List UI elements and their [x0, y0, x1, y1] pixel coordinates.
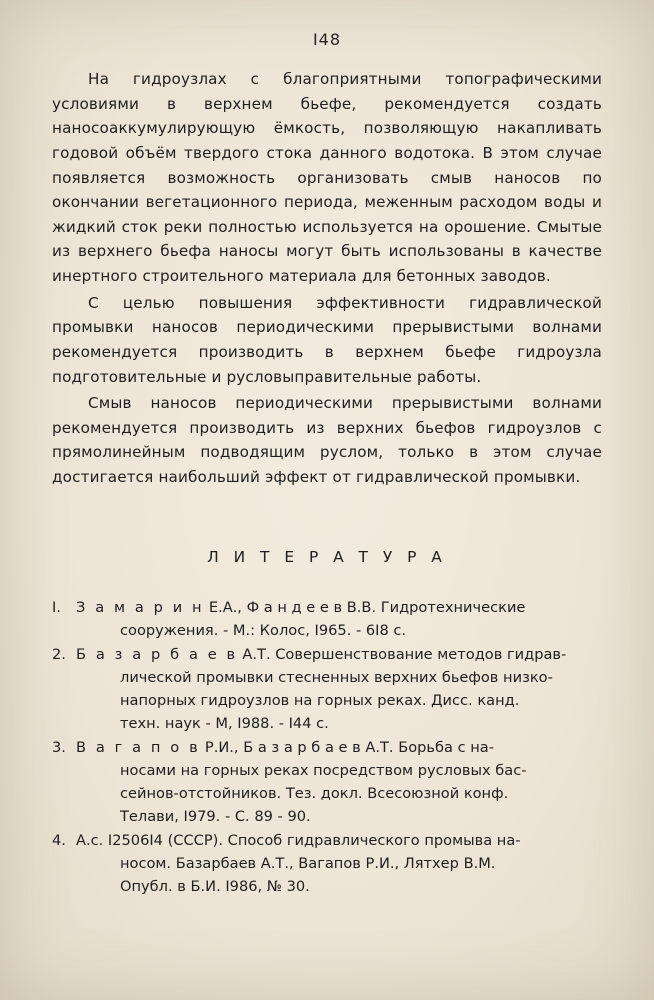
page-number: I48 — [312, 30, 342, 49]
reference-authors: Б а з а р б а е в — [76, 645, 238, 663]
body-text — [52, 67, 602, 490]
reference-text — [76, 736, 602, 828]
list-item — [52, 736, 602, 828]
reference-title: А.с. I2506I4 (СССР). Способ гидравлического промыва на- — [76, 832, 521, 850]
reference-line: носами на горных реках посредством русловых бас- — [120, 761, 527, 779]
list-item — [52, 829, 602, 898]
reference-authors: В а г а п о в — [76, 738, 201, 756]
reference-line: техн. наук - М, I988. - I44 с. — [120, 714, 329, 732]
reference-title: Е.А., Ф а н д е е в В.В. Гидротехнические — [208, 598, 526, 616]
literature-heading: Л И Т Е Р А Т У Р А — [207, 547, 447, 566]
reference-line: носом. Базарбаев А.Т., Вагапов Р.И., Лятхер В.М. — [120, 855, 496, 873]
reference-line: Опубл. в Б.И. I986, № 30. — [120, 878, 310, 896]
reference-text — [76, 829, 602, 898]
paragraph-3: Смыв наносов периодическими прерывистыми волнами рекомендуется производить из верхних бьефов гидроузлов с прямолинейным подводящим руслом, только в этом случае достигается наибольший эффект от гидравлической промывки. — [52, 394, 602, 486]
reference-number: I. — [52, 598, 61, 616]
list-item — [52, 596, 602, 642]
reference-number: 3. — [52, 738, 66, 756]
reference-text — [76, 596, 602, 642]
reference-title: Р.И., Б а з а р б а е в А.Т. Борьба с на- — [204, 738, 495, 756]
reference-line: напорных гидроузлов на горных реках. Дисс. канд. — [120, 691, 520, 709]
reference-line: лической промывки стесненных верхних бьефов низко- — [120, 668, 553, 686]
reference-number: 2. — [52, 645, 66, 663]
paragraph-2: С целью повышения эффективности гидравлической промывки наносов периодическими прерывистыми волнами рекомендуется производить в верхнем бьефе гидроузла подготовительные и русловыправительные работы. — [52, 293, 602, 386]
reference-title: А.Т. Совершенствование методов гидрав- — [242, 645, 567, 663]
reference-authors: З а м а р и н — [76, 598, 205, 616]
reference-line: Телави, I979. - С. 89 - 90. — [120, 808, 311, 826]
reference-number: 4. — [52, 832, 66, 850]
reference-line: сейнов-отстойников. Тез. докл. Всесоюзной конф. — [120, 785, 509, 802]
reference-line: сооружения. - М.: Колос, I965. - 6I8 с. — [120, 621, 407, 639]
list-item — [52, 643, 602, 735]
reference-text — [76, 643, 602, 735]
reference-list — [52, 596, 602, 899]
paragraph-1: На гидроузлах с благоприятными топографическими условиями в верхнем бьефе, рекомендуется создать наносоаккумулирующую ёмкость, позволяющую накапливать годовой объём твердого стока данного водотока. В этом случае появляется возможность организовать смыв наносов по окончании вегетационного периода, меженным расходом воды и жидкий сток реки полностью используется на орошение. Смытые из верхнего бьефа наносы могут быть использованы в качестве инертного строительного материала для бетонных заводов. — [52, 70, 602, 285]
